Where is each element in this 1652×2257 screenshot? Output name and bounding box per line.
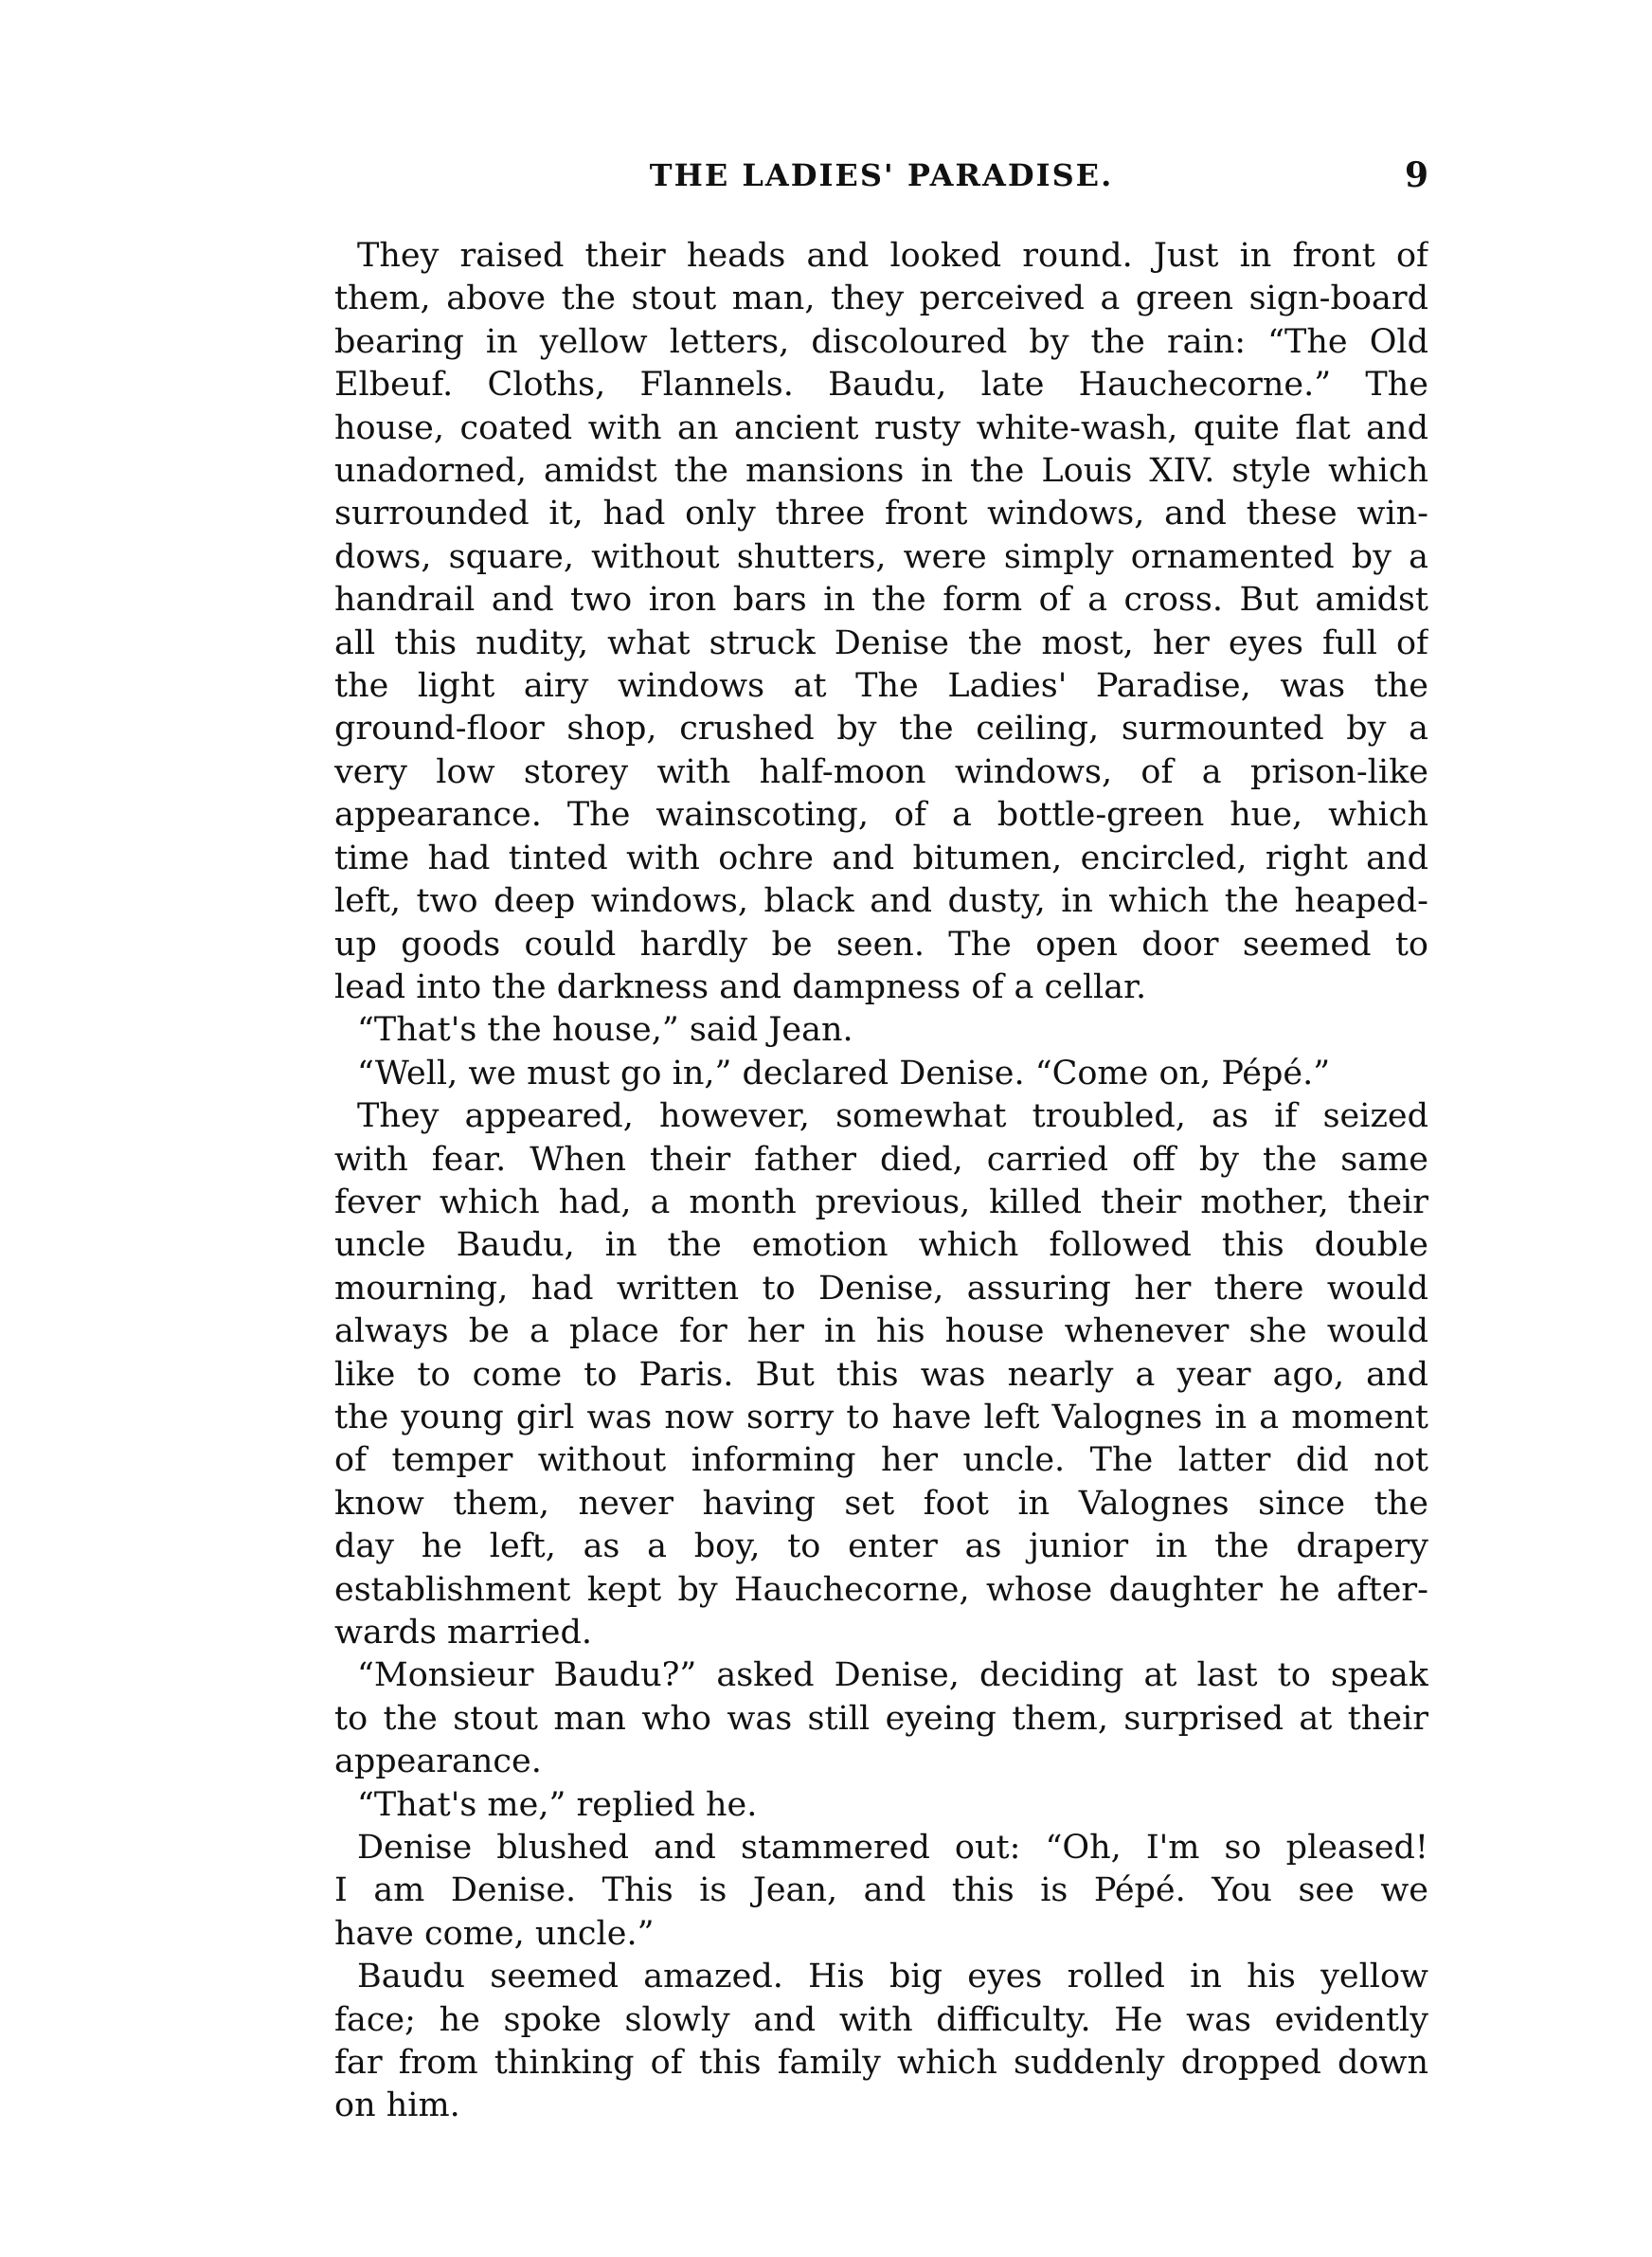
paragraph-1 [334,235,1428,1009]
text-line: appearance. The wainscoting, of a bottle-green hue, which [334,796,1428,835]
text-line: to the stout man who was still eyeing them, surprised at their [334,1699,1428,1738]
text-line: surrounded it, had only three front windows, and these win- [334,495,1428,533]
text-line: handrail and two iron bars in the form of a cross. But amidst [334,581,1428,620]
text-line: left, two deep windows, black and dusty, in which the heaped- [334,882,1428,921]
text-line: with fear. When their father died, carried off by the same [334,1140,1428,1179]
text-line: like to come to Paris. But this was nearly a year ago, and [334,1355,1428,1394]
text-line: the light airy windows at The Ladies' Paradise, was the [334,667,1428,706]
text-line: “Monsieur Baudu?” asked Denise, deciding at last to speak [357,1656,1428,1695]
text-line: face; he spoke slowly and with difficulty. He was evidently [334,2000,1428,2039]
text-line: appearance. [334,1742,542,1781]
text-line: the young girl was now sorry to have left Valognes in a moment [334,1398,1428,1436]
body-text [334,235,1428,2128]
text-line: uncle Baudu, in the emotion which followed this double [334,1226,1428,1265]
text-line: up goods could hardly be seen. The open door seemed to [334,925,1428,964]
text-line: They raised their heads and looked round. Just in front of [357,237,1428,275]
text-line: all this nudity, what struck Denise the most, her eyes full of [334,623,1428,662]
paragraph-6 [334,1784,1428,1827]
text-line: mourning, had written to Denise, assuring her there would [334,1269,1428,1308]
text-line: Denise blushed and stammered out: “Oh, I'm so pleased! [357,1829,1428,1868]
text-line: “Well, we must go in,” declared Denise. “Come on, Pépé.” [357,1054,1331,1092]
text-line: ground-floor shop, crushed by the ceiling, surmounted by a [334,710,1428,749]
text-line: house, coated with an ancient rusty white-wash, quite flat and [334,408,1428,447]
text-line: lead into the darkness and dampness of a cellar. [334,967,1147,1006]
text-line: on him. [334,2086,460,2125]
text-line: them, above the stout man, they perceived a green sign-board [334,280,1428,318]
text-line: have come, uncle.” [334,1914,655,1953]
text-line: unadorned, amidst the mansions in the Louis XIV. style which [334,452,1428,491]
text-line: establishment kept by Hauchecorne, whose daughter he after- [334,1570,1428,1609]
text-line: day he left, as a boy, to enter as junior in the drapery [334,1527,1428,1566]
text-line: Baudu seemed amazed. His big eyes rolled in his yellow [357,1958,1428,1996]
text-line: dows, square, without shutters, were simply ornamented by a [334,537,1428,576]
paragraph-5 [334,1654,1428,1783]
text-line: fever which had, a month previous, killed their mother, their [334,1183,1428,1221]
text-line: of temper without informing her uncle. The latter did not [334,1441,1428,1480]
text-line: know them, never having set foot in Valognes since the [334,1484,1428,1523]
running-title: THE LADIES' PARADISE. [649,157,1114,193]
paragraph-2 [334,1009,1428,1052]
text-line: I am Denise. This is Jean, and this is Pépé. You see we [334,1871,1428,1910]
text-line: They appeared, however, somewhat troubled, as if seized [357,1097,1428,1136]
paragraph-3 [334,1053,1428,1095]
text-line: time had tinted with ochre and bitumen, encircled, right and [334,839,1428,877]
paragraph-7 [334,1827,1428,1956]
text-line: Elbeuf. Cloths, Flannels. Baudu, late Hauchecorne.” The [334,366,1428,405]
text-line: wards married. [334,1614,593,1652]
text-line: very low storey with half-moon windows, of a prison-like [334,752,1428,791]
text-line: always be a place for her in his house whenever she would [334,1312,1428,1351]
text-line: bearing in yellow letters, discoloured by the rain: “The Old [334,322,1428,361]
paragraph-8 [334,1956,1428,2128]
page-number: 9 [1404,155,1428,195]
text-line: far from thinking of this family which suddenly dropped down [334,2044,1428,2083]
running-head [334,152,1428,199]
text-line: “That's the house,” said Jean. [357,1011,853,1050]
paragraph-4 [334,1095,1428,1654]
text-line: “That's me,” replied he. [357,1785,758,1824]
